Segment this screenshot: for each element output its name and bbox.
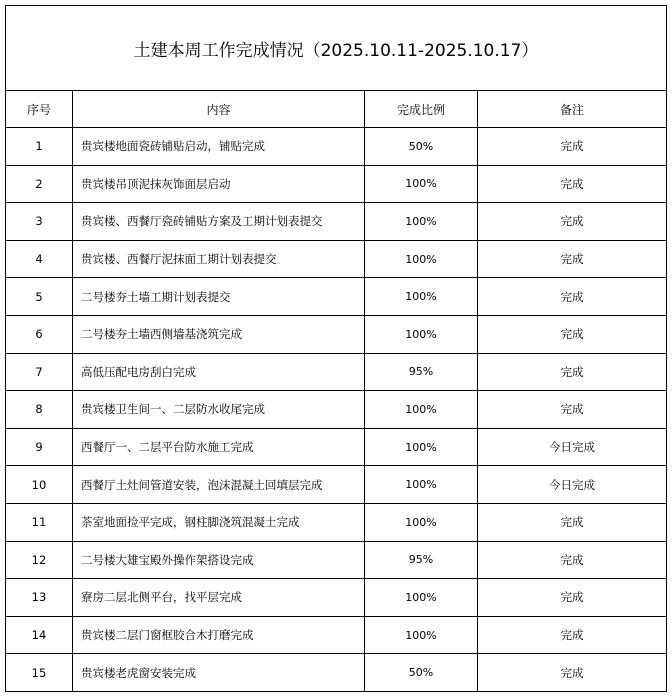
row-note: 完成	[478, 503, 667, 541]
row-note: 完成	[478, 654, 667, 692]
row-note: 完成	[478, 391, 667, 429]
row-number: 2	[6, 165, 73, 203]
row-ratio: 100%	[365, 391, 478, 429]
row-number: 9	[6, 428, 73, 466]
header-row	[6, 91, 667, 128]
table-title: 土建本周工作完成情况（2025.10.11-2025.10.17）	[6, 6, 667, 91]
row-number: 14	[6, 616, 73, 654]
table-row	[6, 391, 667, 429]
row-note: 完成	[478, 278, 667, 316]
row-ratio: 100%	[365, 165, 478, 203]
row-ratio: 100%	[365, 466, 478, 504]
row-content: 二号楼大雄宝殿外操作架搭设完成	[73, 541, 365, 579]
row-ratio: 95%	[365, 541, 478, 579]
row-number: 4	[6, 240, 73, 278]
row-content: 二号楼夯土墙西侧墙基浇筑完成	[73, 315, 365, 353]
row-note: 完成	[478, 315, 667, 353]
table-row	[6, 579, 667, 617]
table-row	[6, 428, 667, 466]
work-completion-table	[5, 5, 667, 692]
table-row	[6, 240, 667, 278]
row-number: 12	[6, 541, 73, 579]
header-no: 序号	[6, 91, 73, 128]
row-content: 寮房二层北侧平台，找平层完成	[73, 579, 365, 617]
table-row	[6, 353, 667, 391]
table-row	[6, 541, 667, 579]
row-content: 西餐厅土灶间管道安装，泡沫混凝土回填层完成	[73, 466, 365, 504]
row-ratio: 100%	[365, 203, 478, 241]
row-content: 二号楼夯土墙工期计划表提交	[73, 278, 365, 316]
row-note: 完成	[478, 240, 667, 278]
row-content: 贵宾楼二层门窗框胶合木打磨完成	[73, 616, 365, 654]
row-note: 完成	[478, 541, 667, 579]
row-ratio: 50%	[365, 654, 478, 692]
row-note: 今日完成	[478, 428, 667, 466]
table-row	[6, 616, 667, 654]
row-number: 10	[6, 466, 73, 504]
header-ratio: 完成比例	[365, 91, 478, 128]
row-content: 贵宾楼、西餐厅泥抹面工期计划表提交	[73, 240, 365, 278]
row-note: 完成	[478, 203, 667, 241]
row-content: 贵宾楼卫生间一、二层防水收尾完成	[73, 391, 365, 429]
table-row	[6, 128, 667, 166]
header-content: 内容	[73, 91, 365, 128]
table-row	[6, 165, 667, 203]
row-ratio: 100%	[365, 579, 478, 617]
table-row	[6, 466, 667, 504]
table-row	[6, 203, 667, 241]
row-number: 6	[6, 315, 73, 353]
row-note: 今日完成	[478, 466, 667, 504]
row-content: 茶室地面捡平完成，钢柱脚浇筑混凝土完成	[73, 503, 365, 541]
row-note: 完成	[478, 128, 667, 166]
row-content: 贵宾楼地面瓷砖铺贴启动，铺贴完成	[73, 128, 365, 166]
row-number: 7	[6, 353, 73, 391]
row-number: 1	[6, 128, 73, 166]
row-ratio: 95%	[365, 353, 478, 391]
row-number: 3	[6, 203, 73, 241]
table-row	[6, 315, 667, 353]
row-ratio: 100%	[365, 616, 478, 654]
row-number: 15	[6, 654, 73, 692]
row-note: 完成	[478, 165, 667, 203]
table-row	[6, 503, 667, 541]
row-ratio: 100%	[365, 278, 478, 316]
row-number: 5	[6, 278, 73, 316]
row-number: 13	[6, 579, 73, 617]
row-ratio: 50%	[365, 128, 478, 166]
row-ratio: 100%	[365, 428, 478, 466]
row-content: 西餐厅一、二层平台防水施工完成	[73, 428, 365, 466]
row-ratio: 100%	[365, 503, 478, 541]
table-row	[6, 654, 667, 692]
header-note: 备注	[478, 91, 667, 128]
row-number: 11	[6, 503, 73, 541]
row-number: 8	[6, 391, 73, 429]
table-row	[6, 278, 667, 316]
row-note: 完成	[478, 616, 667, 654]
row-note: 完成	[478, 353, 667, 391]
row-ratio: 100%	[365, 240, 478, 278]
row-content: 贵宾楼、西餐厅瓷砖铺贴方案及工期计划表提交	[73, 203, 365, 241]
row-content: 高低压配电房刮白完成	[73, 353, 365, 391]
row-note: 完成	[478, 579, 667, 617]
row-content: 贵宾楼吊顶泥抹灰饰面层启动	[73, 165, 365, 203]
row-content: 贵宾楼老虎窗安装完成	[73, 654, 365, 692]
row-ratio: 100%	[365, 315, 478, 353]
